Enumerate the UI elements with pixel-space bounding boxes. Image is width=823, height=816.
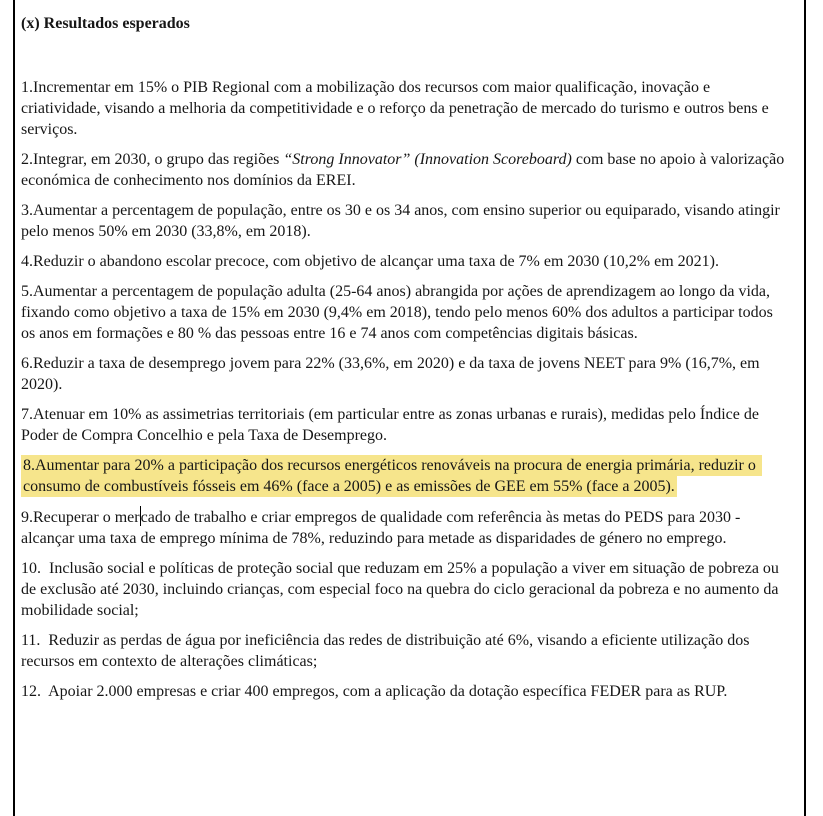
paragraph-10 <box>21 558 791 621</box>
paragraph-6 <box>21 353 791 395</box>
paragraph-7 <box>21 404 791 446</box>
text-run: com base no apoio à valorização económica de conhecimento nos domínios da EREI. <box>21 151 789 189</box>
paragraph-8 <box>21 455 791 497</box>
text-run: 2.Integrar, em 2030, o grupo das regiões <box>21 151 284 168</box>
paragraph-1 <box>21 77 791 140</box>
text-run: 3.Aumentar a percentagem de população, entre os 30 e os 34 anos, com ensino superior ou equiparado, visando atingir pelo menos 50% em 2030 (33,8%, em 2018). <box>21 202 784 240</box>
section-heading: (x) Resultados esperados <box>21 15 190 32</box>
text-run: 6.Reduzir a taxa de desemprego jovem para 22% (33,6%, em 2020) e da taxa de jovens NEET para 9% (16,7%, em 2020). <box>21 355 764 393</box>
text-run: 12. Apoiar 2.000 empresas e criar 400 empregos, com a aplicação da dotação específica FEDER para as RUP. <box>21 683 728 700</box>
table-cell-border-right <box>804 0 806 816</box>
table-cell-border-left <box>13 0 15 816</box>
paragraph-3 <box>21 200 791 242</box>
document-text-area[interactable] <box>21 13 791 711</box>
paragraph-2 <box>21 149 791 191</box>
text-run: 5.Aumentar a percentagem de população adulta (25-64 anos) abrangida por ações de aprendizagem ao longo da vida, fixando como objetivo a taxa de 15% em 2030 (9,4% em 2018), tendo pelo menos 60% dos adultos a participar todos os anos em formações e 80 % das pessoas entre 16 e 74 anos com competências digitais básicas. <box>21 283 777 342</box>
highlighted-text: 8.Aumentar para 20% a participação dos recursos energéticos renováveis na procura de energia primária, reduzir o consumo de combustíveis fósseis em 46% (face a 2005) e as emissões de GEE em 55% (face a 2005). <box>23 457 760 495</box>
text-run: 10. Inclusão social e políticas de proteção social que reduzam em 25% a população a viver em situação de pobreza ou de exclusão até 2030, incluindo crianças, com especial foco na quebra do ciclo geracional da pobreza e no aumento da mobilidade social; <box>21 560 783 619</box>
paragraph-5 <box>21 281 791 344</box>
paragraph-11 <box>21 630 791 672</box>
paragraph-12 <box>21 681 791 702</box>
paragraph-4 <box>21 251 791 272</box>
text-run: cado de trabalho e criar empregos de qualidade com referência às metas do PEDS para 2030 - alcançar uma taxa de emprego mínima de 78%, reduzindo para metade as disparidades de género no emprego. <box>21 509 745 547</box>
text-run: 9.Recuperar o mer <box>21 509 140 526</box>
italic-text-run: (Innovation Scoreboard) <box>414 151 572 168</box>
paragraph-9 <box>21 506 791 549</box>
text-run: 1.Incrementar em 15% o PIB Regional com a mobilização dos recursos com maior qualificação, inovação e criatividade, visando a melhoria da competitividade e o reforço da penetração de mercado do turismo e outros bens e serviços. <box>21 79 773 138</box>
text-run: 7.Atenuar em 10% as assimetrias territoriais (em particular entre as zonas urbanas e rurais), medidas pelo Índice de Poder de Compra Concelhio e pela Taxa de Desemprego. <box>21 406 763 444</box>
italic-text-run: “Strong Innovator” <box>283 151 411 168</box>
text-run: 11. Reduzir as perdas de água por ineficiência das redes de distribuição até 6%, visando a eficiente utilização dos recursos em contexto de alterações climáticas; <box>21 632 754 670</box>
text-run: 4.Reduzir o abandono escolar precoce, com objetivo de alcançar uma taxa de 7% em 2030 (10,2% em 2021). <box>21 253 719 270</box>
